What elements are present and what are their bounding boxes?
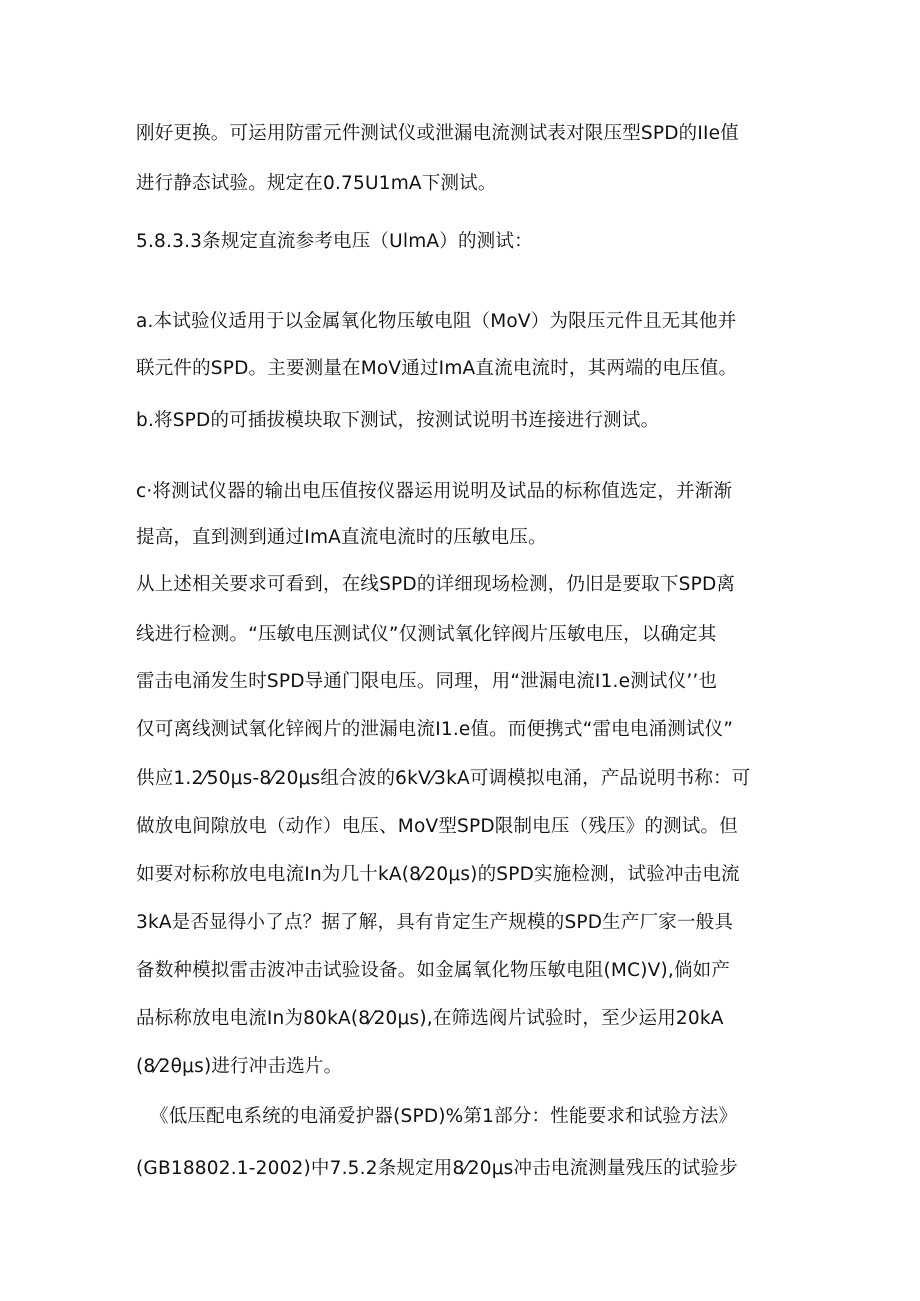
p6-line-1: 从上述相关要求可看到，在线SPD的详细现场检测，仍旧是要取下SPD离 bbox=[136, 574, 736, 595]
p6-line-3: 雷击电涌发生时SPD导通门限电压。同理，用“泄漏电流I1.e测试仪’’也 bbox=[136, 671, 718, 692]
p6-line-7: 如要对标称放电电流In为几十kA(8⁄20μs)的SPD实施检测，试验冲击电流 bbox=[136, 864, 740, 885]
p6-line-9: 备数种模拟雷击波冲击试验设备。如金属氧化物压敏电阻(MC)V),倘如产 bbox=[136, 960, 731, 981]
p5-line-1: c·将测试仪器的输出电压值按仪器运用说明及试品的标称值选定，并渐渐 bbox=[136, 481, 733, 502]
p6-line-6: 做放电间隙放电（动作）电压、MoV型SPD限制电压（残压》的测试。但 bbox=[136, 816, 738, 837]
p1-line-2: 进行静态试验。规定在0.75U1mA下测试。 bbox=[136, 173, 497, 194]
p6-line-10: 品标称放电电流In为80kA(8⁄20μs),在筛选阀片试验时，至少运用20kA bbox=[136, 1008, 724, 1029]
p6-line-8: 3kA是否显得小了点？据了解，具有肯定生产规模的SPD生产厂家一般具 bbox=[136, 912, 734, 933]
p2-line-1: 5.8.3.3条规定直流参考电压（UlmA）的测试： bbox=[136, 231, 533, 252]
p6-line-4: 仅可离线测试氧化锌阀片的泄漏电流I1.e值。而便携式“雷电电涌测试仪” bbox=[136, 719, 734, 740]
p6-line-5: 供应1.2⁄50μs-8⁄20μs组合波的6kV⁄3kA可调模拟电涌，产品说明书称：可 bbox=[136, 768, 751, 789]
p3-line-2: 联元件的SPD。主要测量在MoV通过ImA直流电流时，其两端的电压值。 bbox=[136, 358, 738, 379]
p4-line-1: b.将SPD的可插拔模块取下测试，按测试说明书连接进行测试。 bbox=[136, 410, 660, 431]
p7-line-2: (GB18802.1-2002)中7.5.2条规定用8⁄20μs冲击电流测量残压的试验步 bbox=[136, 1158, 738, 1179]
p6-line-2: 线进行检测。“压敏电压测试仪”仅测试氧化锌阀片压敏电压，以确定其 bbox=[136, 624, 717, 645]
p1-line-1: 刚好更换。可运用防雷元件测试仪或泄漏电流测试表对限压型SPD的IIe值 bbox=[136, 123, 739, 144]
p5-line-2: 提高，直到测到通过ImA直流电流时的压敏电压。 bbox=[136, 527, 547, 548]
p7-line-1: 《低压配电系统的电涌爱护器(SPD)%第1部分：性能要求和试验方法》 bbox=[150, 1106, 738, 1127]
p3-line-1: a.本试验仪适用于以金属氧化物压敏电阻（MoV）为限压元件且无其他并 bbox=[136, 311, 737, 332]
p6-line-11: (8⁄2θμs)进行冲击选片。 bbox=[136, 1056, 343, 1077]
